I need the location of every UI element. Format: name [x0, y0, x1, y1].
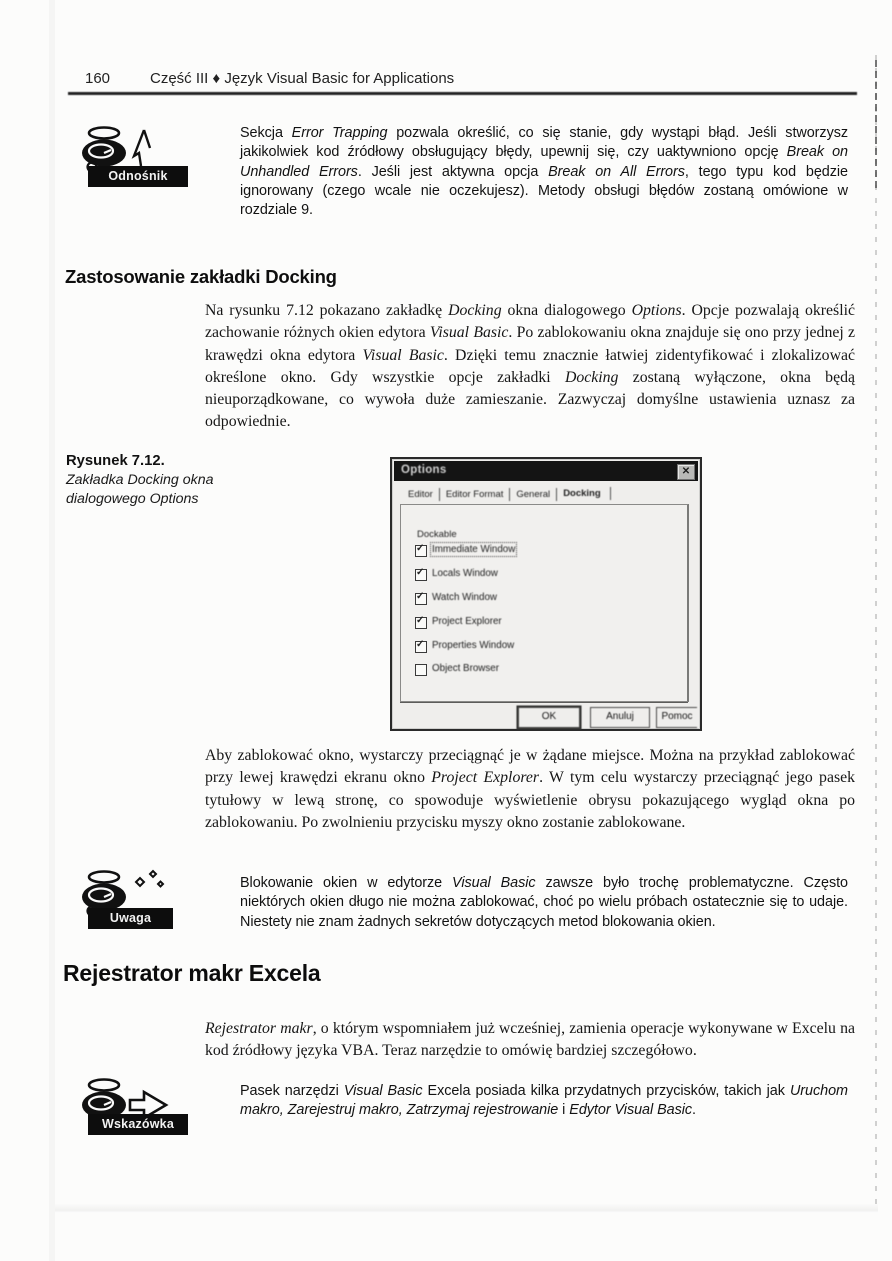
page-number: 160	[85, 70, 111, 87]
section-heading-recorder: Rejestrator makr Excela	[63, 960, 321, 986]
header-rule	[68, 92, 857, 95]
figure-caption	[66, 453, 216, 508]
checkbox-label: Locals Window	[432, 568, 498, 579]
checkbox-icon[interactable]	[415, 569, 427, 581]
dialog-separator	[400, 702, 688, 703]
tip-note-icon	[68, 1078, 194, 1154]
figure-caption-number: Rysunek 7.12.	[66, 453, 165, 469]
pointer-arrow-icon	[134, 130, 144, 166]
sparkle-stars-icon	[136, 871, 163, 887]
tip-note-text: Pasek narzędzi Visual Basic Excela posiada kilka przydatnych przycisków, takich jak Uruchom makro, Zarejestruj makro, Zatrzymaj rejestrowanie i Edytor Visual Basic.	[240, 1083, 848, 1119]
close-icon[interactable]: ✕	[677, 464, 695, 480]
paragraph-recorder: Rejestrator makr, o którym wspomniałem już wcześniej, zamienia operacje wykonywane w Excelu na kod źródłowy języka VBA. Teraz narzędzie to omówię bardziej szczegółowo.	[205, 1020, 855, 1060]
section-heading-docking: Zastosowanie zakładki Docking	[65, 266, 337, 287]
page-bottom-edge-artifact	[55, 1204, 878, 1213]
checkbox-icon[interactable]	[415, 641, 427, 653]
checkbox-label: Watch Window	[432, 592, 497, 603]
help-button[interactable]: Pomoc	[656, 707, 697, 728]
checkbox-icon[interactable]	[415, 664, 427, 676]
tab-docking[interactable]: Docking	[557, 487, 610, 500]
dockable-group-label: Dockable	[417, 529, 457, 540]
paragraph-drag-dock: Aby zablokować okno, wystarczy przeciągnąć je w żądane miejsce. Można na przykład zablokować przy lewej krawędzi ekranu okno Project Explorer. W tym celu wystarczy przeciągnąć jego pasek tytułowy w lewą stronę, co spowoduje wyświetlenie obrysu pokazującego wygląd okna po zablokowaniu. Po zwolnieniu przycisku myszy okno zostanie zablokowane.	[205, 747, 856, 831]
figure-caption-text: Zakładka Docking okna dialogowego Options	[66, 472, 214, 507]
options-dialog	[390, 457, 702, 731]
crossref-note-label: Odnośnik	[88, 166, 188, 187]
dialog-title: Options	[401, 464, 447, 476]
warning-note-text: Blokowanie okien w edytorze Visual Basic zawsze było trochę problematyczne. Często niektórych okien długo nie można zablokować, choć po wielu próbach ostatecznie się to udaje. Niestety nie znam żadnych sekretów dotyczących metod blokowania okien.	[240, 875, 848, 930]
checkbox-label: Properties Window	[432, 640, 515, 651]
tab-general[interactable]: General	[510, 488, 557, 501]
tip-note-label: Wskazówka	[88, 1114, 188, 1135]
ok-button[interactable]: OK	[518, 707, 580, 728]
crossref-note-icon	[68, 126, 194, 202]
warning-note-label: Uwaga	[88, 908, 173, 929]
warning-note-icon	[68, 868, 194, 944]
checkbox-label: Immediate Window	[432, 544, 516, 555]
page-left-edge-artifact	[49, 0, 55, 1261]
checkbox-icon[interactable]	[415, 593, 427, 605]
page-right-edge-artifact	[875, 55, 877, 1213]
cancel-button[interactable]: Anuluj	[590, 707, 650, 728]
page-right-edge-artifact-dark	[875, 60, 877, 190]
crossref-note-text: Sekcja Error Trapping pozwala określić, co się stanie, gdy wystąpi błąd. Jeśli stworzysz jakikolwiek kod źródłowy obsługujący błędy, upewnij się, czy uaktywniono opcję Break on Unhandled Errors. Jeśli jest aktywna opcja Break on All Errors, tego typu kod będzie ignorowany (czego wcale nie oczekujesz). Metody obsługi błędów zostaną omówione w rozdziale 9.	[240, 125, 849, 219]
checkbox-icon[interactable]	[415, 545, 427, 557]
chapter-title: Część III ♦ Język Visual Basic for Applications	[150, 70, 455, 87]
checkbox-label: Object Browser	[432, 663, 499, 674]
checkbox-label: Project Explorer	[432, 616, 502, 627]
tab-editor-format[interactable]: Editor Format	[440, 488, 511, 501]
tab-editor[interactable]: Editor	[402, 488, 440, 501]
dialog-tab-strip	[402, 488, 611, 504]
paragraph-docking: Na rysunku 7.12 pokazano zakładkę Docking okna dialogowego Options. Opcje pozwalają określić zachowanie różnych okien edytora Visual Basic. Po zablokowaniu okna znajduje się ono przy jednej z krawędzi okna edytora Visual Basic. Dzięki temu znacznie łatwiej zidentyfikować i zlokalizować określone okno. Gdy wszystkie opcje zakładki Docking zostaną wyłączone, okna będą nieuporządkowane, co wywoła duże zamieszanie. Zazwyczaj domyślne ustawienia uznasz za odpowiednie.	[205, 302, 856, 431]
dialog-buttons	[392, 707, 700, 729]
checkbox-icon[interactable]	[415, 617, 427, 629]
dialog-title-bar[interactable]	[394, 461, 698, 481]
dialog-tab-page	[400, 504, 689, 702]
